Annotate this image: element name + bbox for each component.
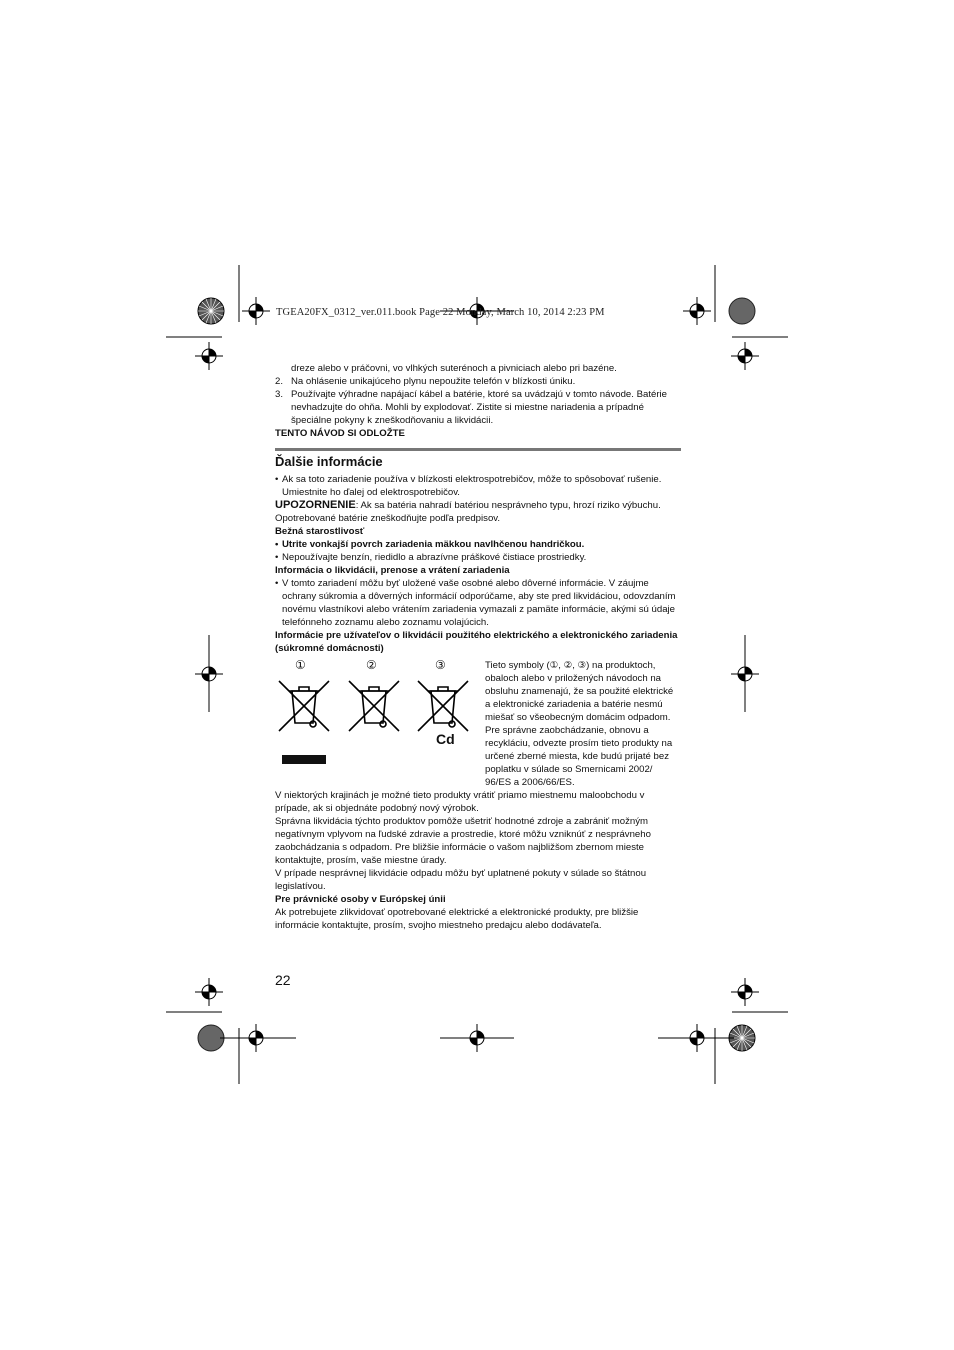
item-text: Ak sa toto zariadenie používa v blízkosti elektrospotrebičov, môže to spôsobovať rušenie. Umiestnite ho ďalej od elektrospotrebičov. xyxy=(282,474,662,498)
section-divider xyxy=(275,448,681,451)
legal-heading: Pre právnické osoby v Európskej únii xyxy=(275,894,446,905)
paragraph: Správna likvidácia týchto produktov pomôže ušetriť hodnotné zdroje a zabrániť možným negatívnym vplyvom na ľudské zdravie a prostredie, ktoré môžu vzniknúť z nesprávneho zaobchádzania s odpadom. Pre bližšie informácie o vašom najbližšom zbernom mieste kontaktujte, prosím, vaše miestne úrady. xyxy=(275,816,651,866)
warning xyxy=(275,499,681,512)
paragraph: V prípade nesprávnej likvidácie odpadu môžu byť uplatnené pokuty v súlade so štátnou legislatívou. xyxy=(275,868,647,892)
list-item xyxy=(275,388,681,427)
symbol-label-2: ② xyxy=(366,658,377,672)
item-text: V tomto zariadení môžu byť uložené vaše osobné alebo dôverné informácie. V záujme ochrany súkromia a dôverných informácií odporúčame, aby ste pred likvidáciou, odovzdaním novému vlastníkovi alebo vrátením zariadenia vymazali z pamäte informácie, akými sú údaje telefónneho zoznamu alebo zoznamu volajúcich. xyxy=(282,578,676,628)
item-text: Používajte výhradne napájací kábel a batérie, ktoré sa uvádzajú v tomto návode. Batérie nevhadzujte do ohňa. Mohli by explodovať. Zistite si miestne nariadenia a prípadné špeciálne pokyny k zneškodňovaniu a likvidácii. xyxy=(291,389,667,426)
legal-text: Ak potrebujete zlikvidovať opotrebované elektrické a elektronické produkty, pre bližšie informácie kontaktujte, prosím, svojho miestneho predajcu alebo dodávateľa. xyxy=(275,907,639,931)
item-text: Utrite vonkajší povrch zariadenia mäkkou navlhčenou handričkou. xyxy=(282,539,585,550)
item-number: 2. xyxy=(275,376,284,387)
bullet-icon: • xyxy=(275,539,279,550)
page-number: 22 xyxy=(275,972,291,988)
bullet-icon: • xyxy=(275,552,279,563)
crossed-bin-icon xyxy=(416,679,472,739)
list-item xyxy=(275,551,681,564)
list-item xyxy=(275,538,681,551)
symbol-label-1: ① xyxy=(295,658,306,672)
crossed-bin-icon xyxy=(347,679,403,739)
item-number: 3. xyxy=(275,389,284,400)
bullet-icon: • xyxy=(275,474,279,485)
disposal-heading: Informácia o likvidácii, prenose a vrátení zariadenia xyxy=(275,565,510,576)
crossed-bin-icon xyxy=(277,679,333,771)
section-title: Ďalšie informácie xyxy=(275,454,383,469)
warning-label: UPOZORNENIE xyxy=(275,499,356,511)
list-item xyxy=(275,473,681,499)
symbols-block xyxy=(275,659,681,789)
keep-notice: TENTO NÁVOD SI ODLOŽTE xyxy=(275,428,405,439)
intro-line: dreze alebo v práčovni, vo vlhkých suterénoch a pivniciach alebo pri bazéne. xyxy=(291,363,617,374)
users-heading: Informácie pre užívateľov o likvidácii použitého elektrického a elektronického zariadenia (súkromné domácnosti) xyxy=(275,630,678,654)
warning-text: : Ak sa batéria nahradí batériou nesprávneho typu, hrozí riziko výbuchu. xyxy=(355,500,661,511)
list-item xyxy=(275,577,681,629)
cd-label: Cd xyxy=(436,731,455,747)
bullet-icon: • xyxy=(275,578,279,589)
list-item xyxy=(275,375,681,388)
item-text: Nepoužívajte benzín, riedidlo a abrazívne práškové čistiace prostriedky. xyxy=(282,552,587,563)
item-text: Na ohlásenie unikajúceho plynu nepoužite telefón v blízkosti úniku. xyxy=(291,376,576,387)
weee-symbols xyxy=(275,659,481,789)
symbols-text: Tieto symboly (①, ②, ③) na produktoch, obaloch alebo v priložených návodoch na obsluhu znamenajú, že sa použité elektrické a elektronické zariadenia a batérie nesmú miešať so všeobecným domácim odpadom. Pre správne zaobchádzanie, obnovu a recykláciu, odvezte prosím tieto produkty na určené zberné miesta, kde budú prijaté bez poplatku v súlade so Smernicami 2002/ 96/ES a 2006/66/ES. xyxy=(485,660,674,788)
symbol-label-3: ③ xyxy=(435,658,446,672)
page-content xyxy=(275,362,681,932)
dispose-line: Opotrebované batérie zneškodňujte podľa predpisov. xyxy=(275,513,501,524)
print-header: TGEA20FX_0312_ver.011.book Page 22 Monday, March 10, 2014 2:23 PM xyxy=(276,307,605,318)
care-heading: Bežná starostlivosť xyxy=(275,526,365,537)
paragraph: V niektorých krajinách je možné tieto produkty vrátiť priamo miestnemu maloobchodu v prípade, ak si objednáte podobný nový výrobok. xyxy=(275,790,645,814)
